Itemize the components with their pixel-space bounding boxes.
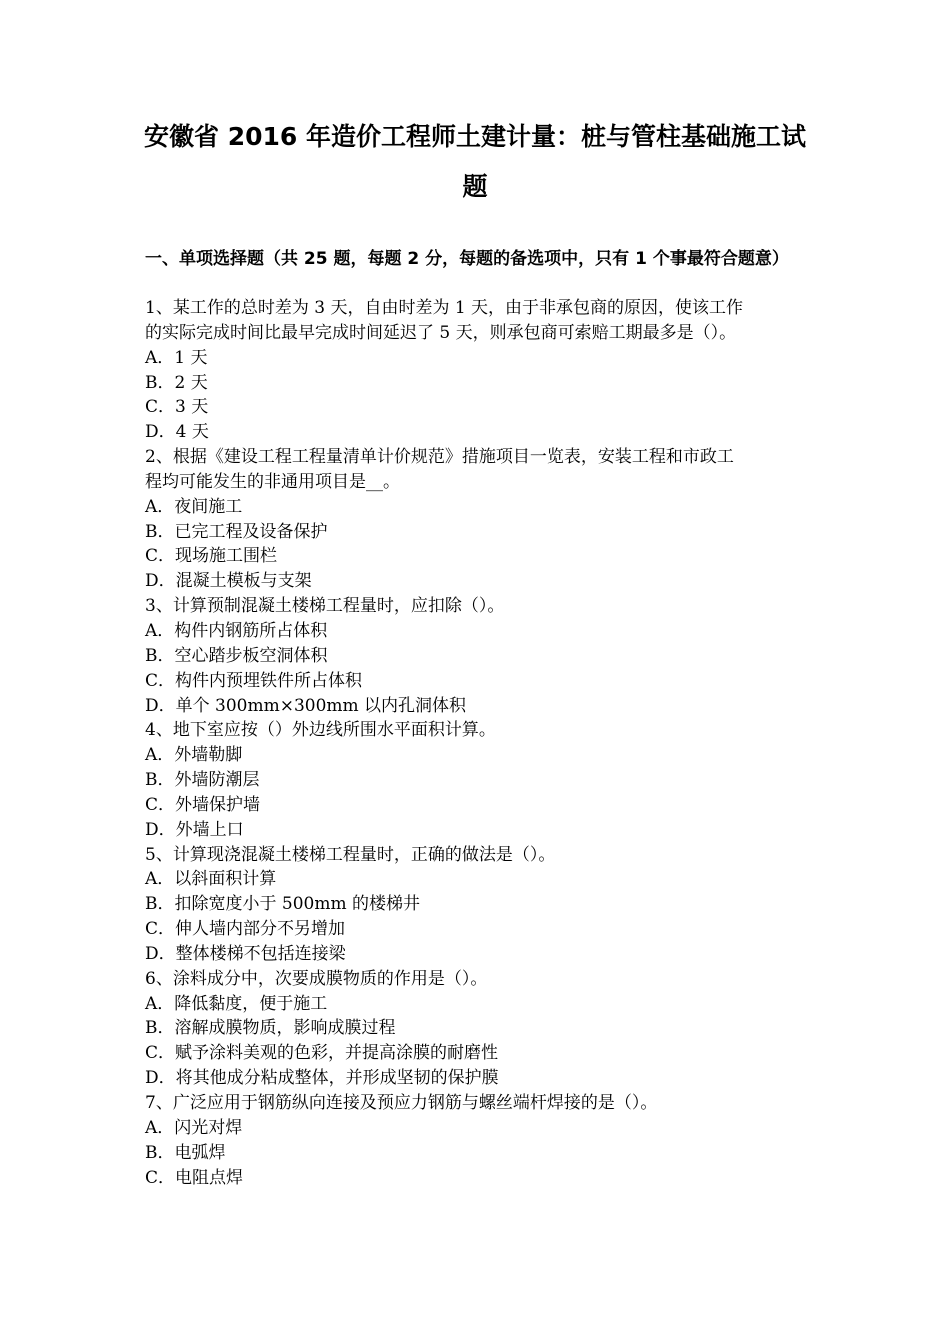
text-line: 5、计算现浇混凝土楼梯工程量时，正确的做法是（）。 — [145, 844, 556, 865]
text-line: A．降低黏度，便于施工 — [145, 993, 328, 1014]
text-line: D．将其他成分粘成整体，并形成坚韧的保护膜 — [145, 1068, 499, 1089]
text-line: 3、计算预制混凝土楼梯工程量时，应扣除（）。 — [145, 596, 505, 617]
text-line: A．以斜面积计算 — [145, 869, 277, 890]
text-line: B．电弧焊 — [145, 1142, 226, 1163]
text-line: C．伸人墙内部分不另增加 — [145, 919, 346, 940]
text-line: C．赋予涂料美观的色彩，并提高涂膜的耐磨性 — [145, 1043, 499, 1064]
text-line: A．构件内钢筋所占体积 — [145, 620, 328, 641]
text-line: C．电阻点焊 — [145, 1167, 244, 1188]
text-line: D．单个 300mm×300mm 以内孔洞体积 — [145, 695, 467, 716]
text-line: A．夜间施工 — [145, 496, 243, 517]
text-line: 7、广泛应用于钢筋纵向连接及预应力钢筋与螺丝端杆焊接的是（）。 — [145, 1093, 658, 1113]
text-line: 6、涂料成分中，次要成膜物质的作用是（）。 — [145, 968, 488, 989]
text-line: B．空心踏步板空洞体积 — [145, 645, 328, 666]
text-line: B．已完工程及设备保护 — [145, 521, 328, 542]
text-line: C．构件内预埋铁件所占体积 — [145, 670, 363, 691]
text-line: A．闪光对焊 — [145, 1117, 243, 1138]
text-line: B．溶解成膜物质，影响成膜过程 — [145, 1018, 396, 1039]
text-line: D．混凝土模板与支架 — [145, 571, 312, 592]
section-heading: 一、单项选择题（共 25 题，每题 2 分，每题的备选项中，只有 1 个事最符合题意） — [145, 249, 789, 269]
text-line: D．整体楼梯不包括连接梁 — [145, 943, 346, 964]
text-line: C．现场施工围栏 — [145, 546, 278, 567]
text-line: 的实际完成时间比最早完成时间延迟了 5 天，则承包商可索赔工期最多是（）。 — [145, 322, 737, 343]
text-line: 4、地下室应按（）外边线所围水平面积计算。 — [145, 720, 496, 741]
text-line: D．外墙上口 — [145, 819, 244, 840]
text-line: A．外墙勒脚 — [145, 745, 243, 766]
text-line: B．扣除宽度小于 500mm 的楼梯井 — [145, 894, 420, 915]
document-title: 安徽省 2016 年造价工程师土建计量：桩与管柱基础施工试题 — [144, 122, 806, 201]
text-line: 1、某工作的总时差为 3 天，自由时差为 1 天，由于非承包商的原因，使该工作 — [145, 298, 744, 318]
text-line: 程均可能发生的非通用项目是__。 — [145, 471, 400, 492]
text-line: C．3 天 — [145, 397, 209, 418]
question-list — [145, 296, 810, 1190]
text-line: C．外墙保护墙 — [145, 794, 261, 815]
text-line: B．2 天 — [145, 372, 208, 393]
text-line: 2、根据《建设工程工程量清单计价规范》措施项目一览表，安装工程和市政工 — [145, 447, 734, 468]
text-line: D．4 天 — [145, 422, 209, 443]
text-line: A．1 天 — [145, 347, 208, 368]
text-line: B．外墙防潮层 — [145, 770, 260, 791]
